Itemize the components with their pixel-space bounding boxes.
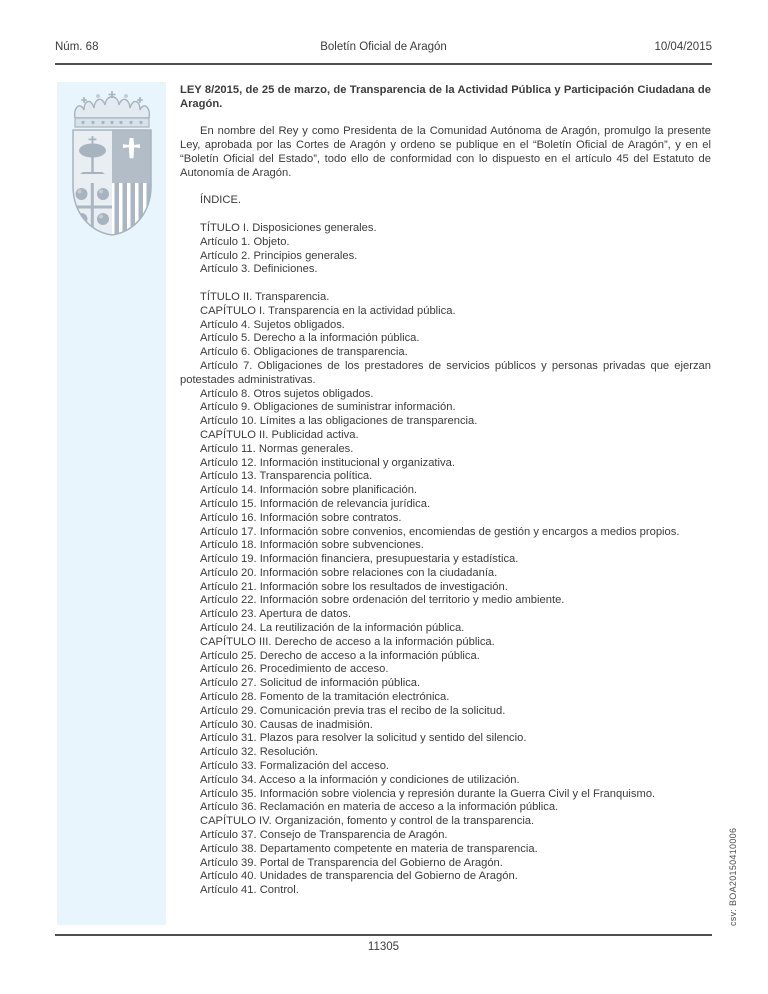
page-header [55,41,712,53]
index-entry: Artículo 22. Información sobre ordenación del territorio y medio ambiente. [200,594,565,607]
index-entry: CAPÍTULO III. Derecho de acceso a la información pública. [200,635,495,648]
index-entry: Artículo 17. Información sobre convenios, encomiendas de gestión y encargos a medios propios. [200,525,680,538]
footer-rule [55,934,712,936]
index-entry: Artículo 36. Reclamación en materia de acceso a la información pública. [200,801,559,814]
index-entry: Artículo 15. Información de relevancia jurídica. [200,497,431,510]
index-entry: Artículo 26. Procedimiento de acceso. [200,663,389,676]
index-entry: Artículo 29. Comunicación previa tras el recibo de la solicitud. [200,704,506,717]
index-entry: Artículo 5. Derecho a la información pública. [200,332,420,345]
index-entry: Artículo 2. Principios generales. [200,249,358,262]
index-entry: Artículo 8. Otros sujetos obligados. [200,387,374,400]
header-rule [55,63,712,65]
index-entry: Artículo 14. Información sobre planificación. [200,484,418,497]
index-entry: Artículo 11. Normas generales. [200,442,354,455]
law-title: LEY 8/2015, de 25 de marzo, de Transparencia de la Actividad Pública y Participación Ciudadana de Aragón. [180,84,711,110]
index-entry: CAPÍTULO II. Publicidad activa. [200,428,359,441]
index-group [180,291,711,898]
index-entry: Artículo 30. Causas de inadmisión. [200,718,373,731]
index-entry: Artículo 13. Transparencia política. [200,470,373,483]
index-entry: TÍTULO I. Disposiciones generales. [200,221,377,234]
index-entry: Artículo 20. Información sobre relaciones con la ciudadanía. [200,566,498,579]
index-entry: CAPÍTULO I. Transparencia en la actividad pública. [200,304,456,317]
publication-date: 10/04/2015 [654,41,712,53]
index-entry: Artículo 4. Sujetos obligados. [200,318,345,331]
index-entry: Artículo 35. Información sobre violencia y represión durante la Guerra Civil y el Franquismo. [200,787,656,800]
index-entry: Artículo 33. Formalización del acceso. [200,760,390,773]
index-entry: Artículo 23. Apertura de datos. [200,608,352,621]
index-groups [180,222,711,898]
aragon-coat-of-arms-icon [63,88,161,238]
index-entry: Artículo 16. Información sobre contratos. [200,511,402,524]
index-heading: ÍNDICE. [200,194,242,207]
document-body [180,84,711,898]
index-entry: Artículo 38. Departamento competente en materia de transparencia. [200,842,538,855]
index-entry: Artículo 18. Información sobre subvenciones. [200,539,424,552]
index-entry: Artículo 37. Consejo de Transparencia de Aragón. [200,829,448,842]
index-entry: Artículo 28. Fomento de la tramitación electrónica. [200,691,450,704]
index-entry: Artículo 1. Objeto. [200,235,290,248]
index-entry: Artículo 25. Derecho de acceso a la información pública. [200,649,480,662]
issue-number: Núm. 68 [55,41,99,53]
crown-shape [74,91,149,127]
index-entry: Artículo 39. Portal de Transparencia del Gobierno de Aragón. [200,856,503,869]
index-entry: Artículo 6. Obligaciones de transparencia. [200,346,408,359]
index-entry: TÍTULO II. Transparencia. [200,290,330,303]
index-entry: Artículo 24. La reutilización de la información pública. [200,622,465,635]
index-entry: Artículo 19. Información financiera, presupuestaria y estadística. [200,553,519,566]
index-entry: Artículo 27. Solicitud de información pública. [200,677,421,690]
index-entry: Artículo 9. Obligaciones de suministrar información. [200,401,456,414]
index-entry: Artículo 34. Acceso a la información y condiciones de utilización. [200,773,520,786]
index-entry: Artículo 3. Definiciones. [200,263,318,276]
index-entry: Artículo 31. Plazos para resolver la solicitud y sentido del silencio. [200,732,527,745]
emblem-panel [57,82,166,925]
index-entry: Artículo 41. Control. [200,884,299,897]
index-entry: CAPÍTULO IV. Organización, fomento y control de la transparencia. [200,815,535,828]
index-entry: Artículo 40. Unidades de transparencia del Gobierno de Aragón. [200,870,518,883]
index-entry: Artículo 21. Información sobre los resultados de investigación. [200,580,508,593]
index-entry: Artículo 12. Información institucional y organizativa. [200,456,455,469]
bulletin-title: Boletín Oficial de Aragón [320,41,447,53]
index-entry: Artículo 32. Resolución. [200,746,319,759]
intro-paragraph: En nombre del Rey y como Presidenta de la Comunidad Autónoma de Aragón, promulgo la presente Ley, aprobada por las Cortes de Aragón y ordeno se publique en el “Boletín Oficial de Aragón”, y en el “Boletín Oficial del Estado”, todo ello de conformidad con lo dispuesto en el artículo 45 del Estatuto de Autonomía de Aragón. [180,125,711,179]
index-group [180,222,711,277]
index-entry: Artículo 10. Límites a las obligaciones de transparencia. [200,415,478,428]
page-number: 11305 [367,941,400,953]
index-entry: Artículo 7. Obligaciones de los prestadores de servicios públicos y personas privadas que ejerzan potestades administrativas. [180,359,711,386]
csv-verification-code: csv: BOA20150410006 [728,827,738,926]
